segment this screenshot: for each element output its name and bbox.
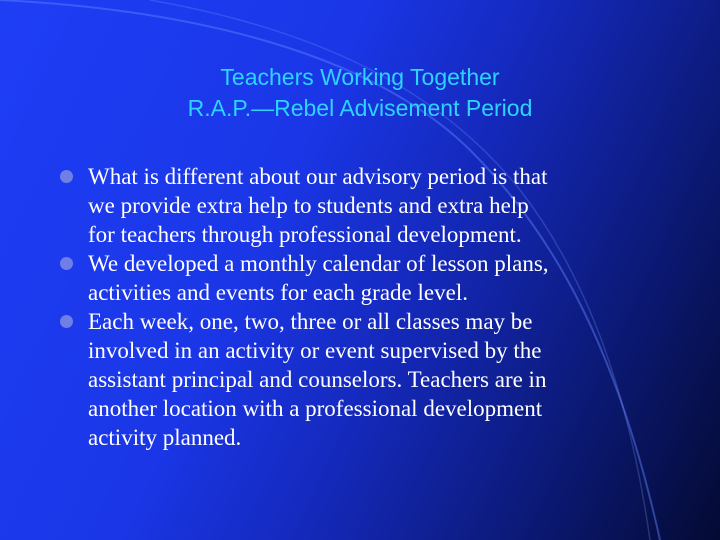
bullet-list xyxy=(60,162,670,452)
bullet-line: assistant principal and counselors. Teachers are in xyxy=(88,367,547,392)
slide-title xyxy=(60,62,660,124)
bullet-item xyxy=(60,307,670,452)
bullet-line: What is different about our advisory period is that xyxy=(88,164,548,189)
bullet-icon xyxy=(60,315,73,328)
bullet-line: for teachers through professional development. xyxy=(88,222,522,247)
bullet-line: activity planned. xyxy=(88,425,242,450)
bullet-item xyxy=(60,162,670,249)
bullet-line: Each week, one, two, three or all classes may be xyxy=(88,309,533,334)
bullet-line: involved in an activity or event supervised by the xyxy=(88,338,542,363)
bullet-line: we provide extra help to students and extra help xyxy=(88,193,529,218)
bullet-line: activities and events for each grade level. xyxy=(88,280,468,305)
bullet-line: We developed a monthly calendar of lesson plans, xyxy=(88,251,549,276)
title-line-1: Teachers Working Together xyxy=(220,64,500,90)
title-line-2: R.A.P.—Rebel Advisement Period xyxy=(187,95,533,121)
bullet-item xyxy=(60,249,670,307)
bullet-line: another location with a professional development xyxy=(88,396,543,421)
bullet-icon xyxy=(60,257,73,270)
bullet-icon xyxy=(60,170,73,183)
